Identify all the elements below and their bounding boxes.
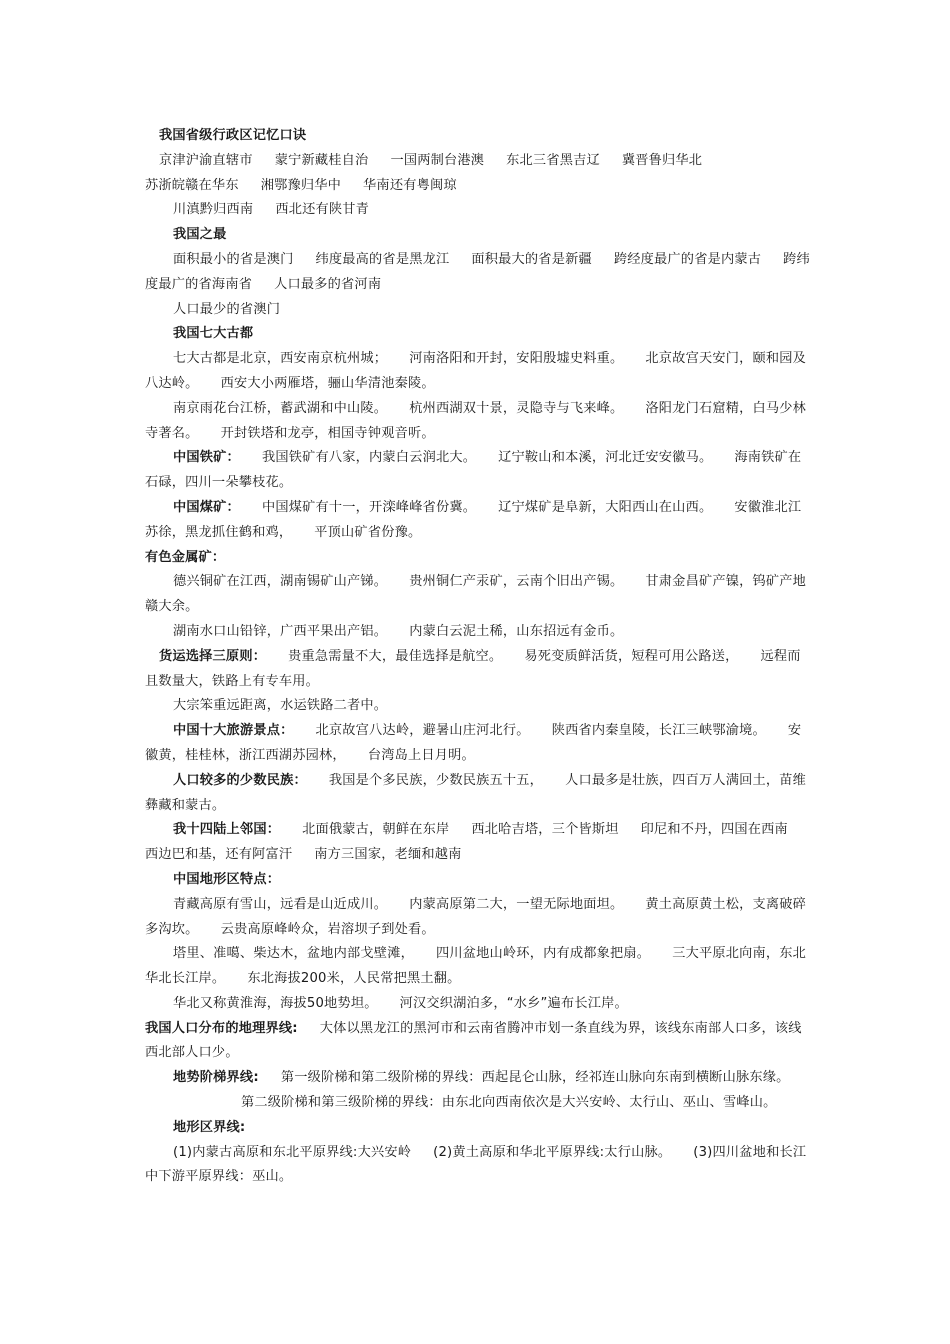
paragraph: 川滇黔归西南 西北还有陕甘青 [173, 202, 370, 218]
section-heading-superlatives: 我国之最 [173, 227, 227, 243]
section-label: 我国人口分布的地理界线: [145, 1020, 298, 1036]
section-label: 地势阶梯界线: [173, 1070, 259, 1086]
paragraph-coal: 中国煤矿： 中国煤矿有十一，开滦峰峰省份冀。 辽宁煤矿是阜新，大阳西山在山西。 安徽淮北江苏徐，黑龙抓住鹤和鸡， 平顶山矿省份豫。 [145, 499, 802, 540]
paragraph-freight: 货运选择三原则： 贵重急需量不大，最佳选择是航空。 易死变质鲜活货，短程可用公路送， 远程而且数量大，铁路上有专车用。 [145, 648, 801, 689]
document-page [145, 124, 810, 1190]
paragraph: 京津沪渝直辖市 蒙宁新藏桂自治 一国两制台港澳 东北三省黑吉辽 冀晋鲁归华北 [159, 152, 703, 168]
section-heading-capitals: 我国七大古都 [173, 326, 254, 342]
paragraph-minorities: 人口较多的少数民族： 我国是个多民族，少数民族五十五， 人口最多是壮族，四百万人满回土，苗维彝藏和蒙古。 [145, 772, 807, 813]
section-label: 中国煤矿： [173, 499, 240, 515]
section-heading-metals: 有色金属矿： [145, 549, 226, 565]
section-label: 中国铁矿： [173, 450, 240, 466]
paragraph: 七大古都是北京，西安南京杭州城； 河南洛阳和开封，安阳殷墟史料重。 北京故宫天安门，颐和园及八达岭。 西安大小两雁塔，骊山华清池秦陵。 [145, 351, 807, 391]
paragraph-neighbors: 我十四陆上邻国： 北面俄蒙古，朝鲜在东岸 西北哈吉塔，三个皆斯坦 印尼和不丹，四国在西南西边巴和基，还有阿富汗 南方三国家，老缅和越南 [145, 822, 788, 863]
paragraph: 塔里、准噶、柴达木，盆地内部戈壁滩， 四川盆地山岭环，内有成都象把扇。 三大平原北向南，东北华北长江岸。 东北海拔200米，人民常把黑土翻。 [145, 946, 807, 987]
paragraph: 大宗笨重远距离，水运铁路二者中。 [173, 698, 388, 714]
section-heading-terrain: 中国地形区特点： [173, 871, 281, 887]
paragraph-tourism: 中国十大旅游景点： 北京故宫八达岭，避暑山庄河北行。 陕西省内秦皇陵，长江三峡鄂渝境。 安徽黄，桂桂林，浙江西湖苏园林， 台湾岛上日月明。 [145, 723, 802, 763]
paragraph: 人口最少的省澳门 [173, 301, 281, 317]
paragraph: 青藏高原有雪山，远看是山近成川。 内蒙高原第二大，一望无际地面坦。 黄土高原黄土松，支离破碎多沟坎。 云贵高原峰岭众，岩溶坝子到处看。 [145, 896, 807, 937]
paragraph: (1)内蒙古高原和东北平原界线:大兴安岭 (2)黄土高原和华北平原界线:太行山脉。 (3)四川盆地和长江中下游平原界线：巫山。 [145, 1144, 807, 1185]
section-label: 中国十大旅游景点： [173, 723, 294, 739]
paragraph: 南京雨花台江桥，蓄武湖和中山陵。 杭州西湖双十景，灵隐寺与飞来峰。 洛阳龙门石窟精，白马少林寺著名。 开封铁塔和龙亭，相国寺钟观音听。 [145, 400, 807, 441]
paragraph-iron: 中国铁矿： 我国铁矿有八家，内蒙白云润北大。 辽宁鞍山和本溪，河北迁安安徽马。 海南铁矿在石碌，四川一朵攀枝花。 [145, 450, 802, 491]
section-label: 人口较多的少数民族： [173, 772, 307, 788]
paragraph: 德兴铜矿在江西，湖南锡矿山产锑。 贵州铜仁产汞矿，云南个旧出产锡。 甘肃金昌矿产镍，钨矿产地赣大余。 [145, 574, 807, 615]
paragraph: 面积最小的省是澳门 纬度最高的省是黑龙江 面积最大的省是新疆 跨经度最广的省是内蒙古 跨纬度最广的省海南省 人口最多的省河南 [145, 251, 810, 292]
paragraph-population-line: 我国人口分布的地理界线: 大体以黑龙江的黑河市和云南省腾冲市划一条直线为界，该线东南部人口多，该线西北部人口少。 [145, 1020, 802, 1061]
section-heading-provinces: 我国省级行政区记忆口诀 [159, 128, 307, 143]
paragraph-elevation-steps: 地势阶梯界线: 第一级阶梯和第二级阶梯的界线：西起昆仑山脉，经祁连山脉向东南到横断山脉东缘。 [173, 1070, 790, 1086]
paragraph: 苏浙皖赣在华东 湘鄂豫归华中 华南还有粤闽琼 [145, 177, 457, 193]
paragraph: 湖南水口山铅锌，广西平果出产铝。 内蒙白云泥土稀，山东招远有金币。 [173, 623, 624, 639]
section-label: 我十四陆上邻国： [173, 822, 281, 838]
section-label: 货运选择三原则： [159, 648, 267, 664]
section-heading-terrain-boundaries: 地形区界线: [173, 1119, 246, 1135]
paragraph: 华北又称黄淮海，海拔50地势坦。 河汉交织湖泊多，“水乡”遍布长江岸。 [173, 995, 628, 1011]
paragraph: 第二级阶梯和第三级阶梯的界线：由东北向西南依次是大兴安岭、太行山、巫山、雪峰山。 [241, 1095, 777, 1111]
